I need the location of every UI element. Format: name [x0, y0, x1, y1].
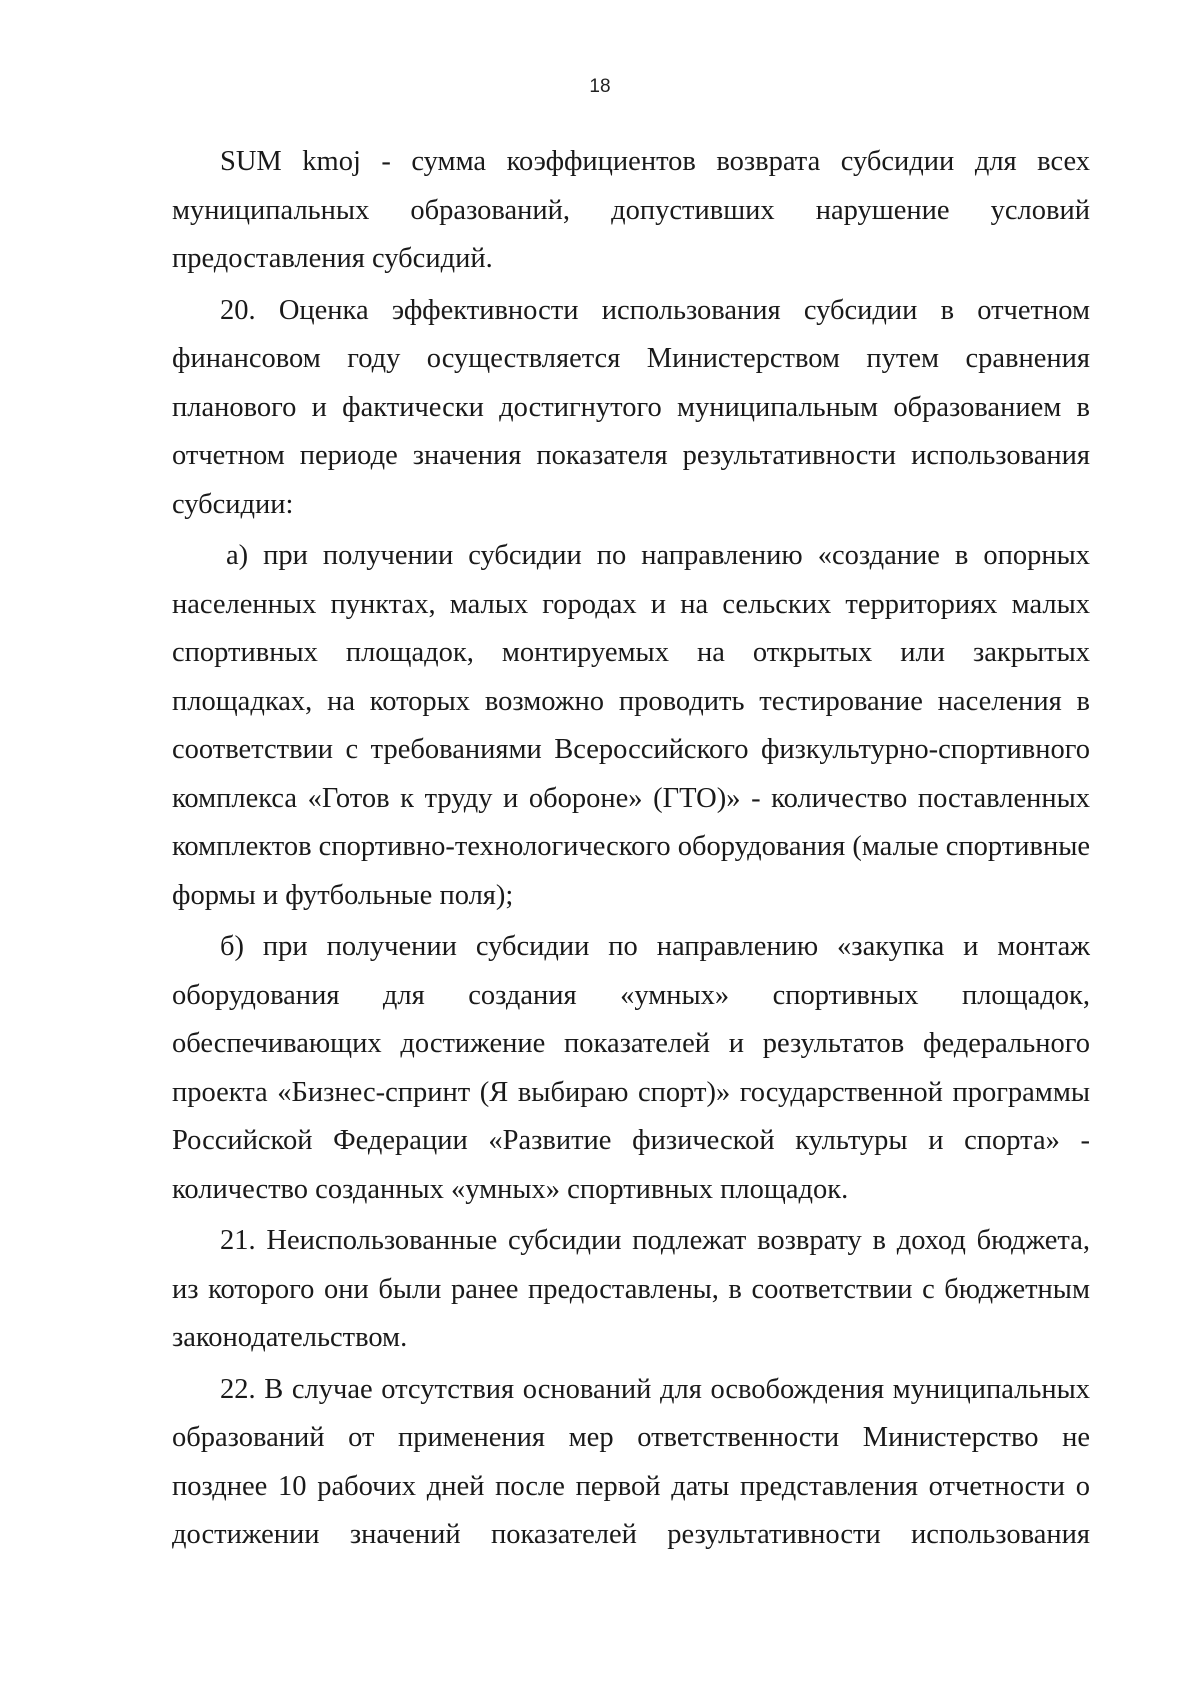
- document-body: [172, 138, 1090, 1560]
- paragraph-subitem-a: а) при получении субсидии по направлению «создание в опорных населенных пунктах, малых городах и на сельских территориях малых спортивных площадок, монтируемых на открытых или закрытых площадках, на которых возможно проводить тестирование населения в соответствии с требованиями Всероссийского физкультурно-спортивного комплекса «Готов к труду и обороне» (ГТО)» - количество поставленных комплектов спортивно-технологического оборудования (малые спортивные формы и футбольные поля);: [172, 540, 1090, 911]
- paragraph-subitem-b: б) при получении субсидии по направлению «закупка и монтаж оборудования для создания «умных» спортивных площадок, обеспечивающих достижение показателей и результатов федерального проекта «Бизнес-спринт (Я выбираю спорт)» государственной программы Российской Федерации «Развитие физической культуры и спорта» - количество созданных «умных» спортивных площадок.: [172, 931, 1090, 1205]
- paragraph-sum-kmoj: SUM kmoj - сумма коэффициентов возврата субсидии для всех муниципальных образований, допустивших нарушение условий предоставления субсидий.: [172, 146, 1090, 274]
- paragraph-item-22: 22. В случае отсутствия оснований для освобождения муниципальных образований от применения мер ответственности Министерство не позднее 10 рабочих дней после первой даты представления отчетности о достижении значений показателей результативности использования: [172, 1373, 1090, 1550]
- page-number: 18: [589, 76, 611, 97]
- paragraph-item-20: 20. Оценка эффективности использования субсидии в отчетном финансовом году осуществляется Министерством путем сравнения планового и фактически достигнутого муниципальным образованием в отчетном периоде значения показателя результативности использования субсидии:: [172, 294, 1090, 520]
- paragraph-item-21: 21. Неиспользованные субсидии подлежат возврату в доход бюджета, из которого они были ранее предоставлены, в соответствии с бюджетным законодательством.: [172, 1225, 1090, 1353]
